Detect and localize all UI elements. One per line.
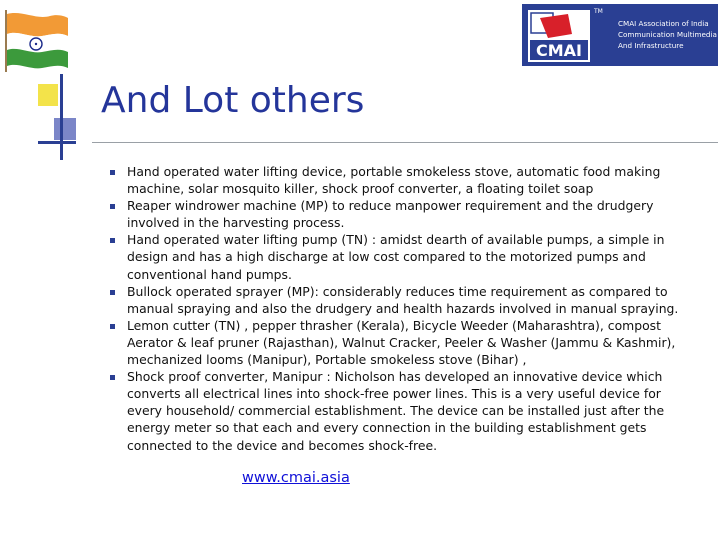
bullet-item: [112, 231, 684, 282]
slide-title: And Lot others: [101, 80, 365, 121]
bullet-text: Hand operated water lifting pump (TN) : amidst dearth of available pumps, a simple in design and has a high discharge at low cost compared to the motorized pumps and conventional hand pumps.: [127, 232, 665, 282]
bullet-item: [112, 197, 684, 231]
bullet-text: Bullock operated sprayer (MP): considerably reduces time requirement as compared to manual spraying and also the drudgery and health hazards involved in manual spraying.: [127, 283, 679, 316]
decor-horizontal-line: [38, 141, 76, 144]
bullet-item: [112, 163, 684, 197]
logo-line: CMAI Association of India: [618, 19, 709, 28]
bullet-text: Reaper windrower machine (MP) to reduce manpower requirement and the drudgery involved in the harvesting process.: [127, 198, 654, 231]
title-divider: [92, 142, 718, 143]
trademark-mark: TM: [594, 8, 603, 15]
bullet-square-icon: [110, 238, 115, 243]
logo-line: And Infrastructure: [618, 41, 684, 50]
decor-square-yellow: [38, 84, 58, 106]
bullet-item: [112, 317, 684, 368]
bullet-list: [112, 163, 684, 454]
decor-vertical-line: [60, 74, 63, 160]
bullet-square-icon: [110, 290, 115, 295]
bullet-square-icon: [110, 204, 115, 209]
cmai-logo-text: CMAI: [536, 41, 582, 60]
india-flag-icon: [2, 8, 70, 74]
logo-line: Communication Multimedia: [618, 30, 717, 39]
decor-square-blue: [54, 118, 76, 140]
bullet-square-icon: [110, 324, 115, 329]
cmai-logo-mark: [528, 10, 590, 62]
bullet-square-icon: [110, 375, 115, 380]
bullet-item: [112, 283, 684, 317]
bullet-text: Shock proof converter, Manipur : Nicholson has developed an innovative device which converts all electrical lines into shock-free power lines. This is a very useful device for every household/ commercial establishment. The device can be installed just after the energy meter so that each and every connection in the building establishment gets connected to the device and becomes shock-free.: [127, 369, 665, 453]
cmai-emblem-icon: [528, 10, 590, 62]
website-link[interactable]: www.cmai.asia: [242, 470, 350, 486]
bullet-item: [112, 368, 684, 453]
logo-caption: [618, 18, 717, 51]
cmai-logo: [522, 4, 718, 66]
bullet-text: Hand operated water lifting device, portable smokeless stove, automatic food making machine, solar mosquito killer, shock proof converter, a floating toilet soap: [127, 164, 661, 197]
bullet-square-icon: [110, 170, 115, 175]
bullet-text: Lemon cutter (TN) , pepper thrasher (Kerala), Bicycle Weeder (Maharashtra), compost Aerator & leaf pruner (Rajasthan), Walnut Cracker, Peeler & Washer (Jammu & Kashmir), mechanized looms (Manipur), Portable smokeless stove (Bihar) ,: [127, 317, 676, 368]
